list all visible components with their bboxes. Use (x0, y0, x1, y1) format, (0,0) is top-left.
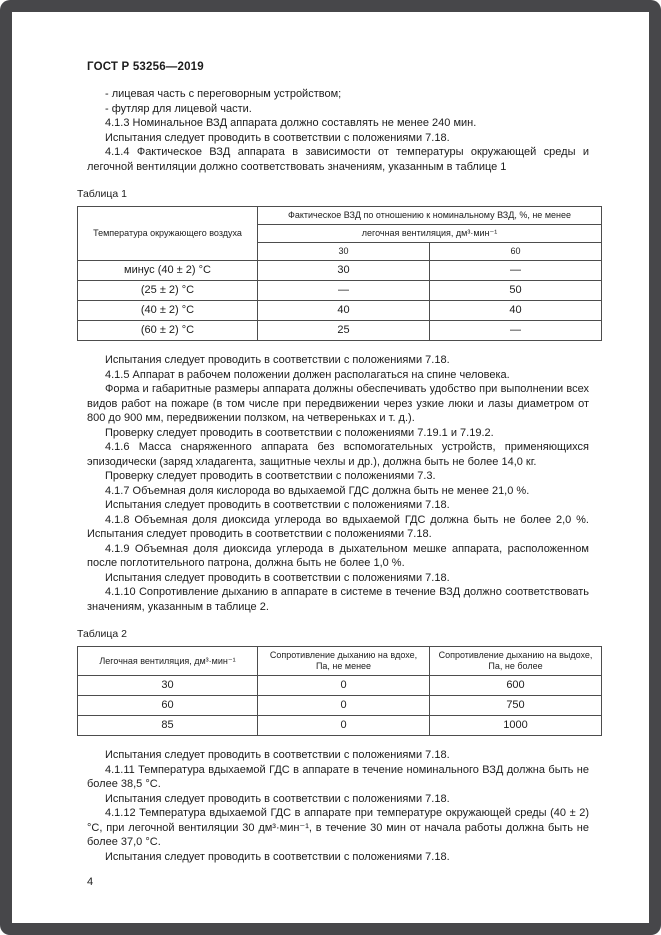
table-cell: 1000 (430, 716, 602, 736)
paragraph: 4.1.10 Сопротивление дыханию в аппарате в системе в течение ВЗД должно соответствовать значениям, указанным в таблице 2. (87, 586, 589, 613)
paragraph: Испытания следует проводить в соответствии с положениями 7.18. (105, 850, 450, 863)
table2-header-vent: Легочная вентиляция, дм³·мин⁻¹ (78, 647, 258, 676)
table-cell: 0 (258, 716, 430, 736)
paragraph: 4.1.7 Объемная доля кислорода во вдыхаемой ГДС должна быть не менее 21,0 %. (105, 484, 530, 497)
table1-caption: Таблица 1 (77, 188, 127, 200)
table1-vent-60: 60 (430, 243, 602, 261)
paragraph: 4.1.6 Масса снаряженного аппарата без вспомогательных устройств, применяющихся эпизодически (заряд хладагента, защитные чехлы и др.), должна быть не более 14,0 кг. (87, 441, 589, 468)
table1-header-row (78, 207, 602, 225)
paragraph: Испытания следует проводить в соответствии с положениями 7.18. (105, 792, 450, 805)
table-row (78, 676, 602, 696)
table-cell: (60 ± 2) °С (78, 321, 258, 341)
table-cell: 600 (430, 676, 602, 696)
paragraph: Испытания следует проводить в соответствии с положениями 7.18. (105, 131, 450, 144)
document-page (12, 12, 649, 923)
table-cell: — (258, 281, 430, 301)
table-row (78, 281, 602, 301)
table-cell: 60 (78, 696, 258, 716)
table-cell: 750 (430, 696, 602, 716)
page-number: 4 (87, 876, 94, 888)
paragraph: 4.1.11 Температура вдыхаемой ГДС в аппарате в течение номинального ВЗД должна быть не более 38,5 °С. (87, 763, 589, 790)
list-item: - футляр для лицевой части. (105, 102, 252, 115)
table-row (78, 321, 602, 341)
paragraph: Проверку следует проводить в соответствии с положениями 7.19.1 и 7.19.2. (105, 426, 494, 439)
table-cell: 50 (430, 281, 602, 301)
table-row (78, 261, 602, 281)
table1-vent-30: 30 (258, 243, 430, 261)
table2-caption: Таблица 2 (77, 628, 127, 640)
table2-header-row (78, 647, 602, 676)
table-row (78, 301, 602, 321)
paragraph: 4.1.5 Аппарат в рабочем положении должен располагаться на спине человека. (105, 368, 510, 381)
table-cell: — (430, 321, 602, 341)
table2-header-exhale: Сопротивление дыханию на выдохе, Па, не более (430, 647, 602, 676)
paragraph: Испытания следует проводить в соответствии с положениями 7.18. (105, 354, 450, 366)
paragraph: Испытания следует проводить в соответствии с положениями 7.18. (105, 571, 450, 584)
paragraph: 4.1.8 Объемная доля диоксида углерода во вдыхаемой ГДС должна быть не более 2,0 %. Испытания следует проводить в соответствии с положениями 7.18. (87, 513, 589, 540)
paragraph: 4.1.3 Номинальное ВЗД аппарата должно составлять не менее 240 мин. (105, 117, 477, 129)
table-row (78, 716, 602, 736)
doc-standard-title: ГОСТ Р 53256—2019 (87, 61, 204, 73)
paragraph: 4.1.9 Объемная доля диоксида углерода в дыхательном мешке аппарата, расположенном после поглотительного патрона, должна быть не более 1,0 %. (87, 542, 589, 569)
list-item: - лицевая часть с переговорным устройством; (105, 88, 342, 100)
table1-header-vent: легочная вентиляция, дм³·мин⁻¹ (258, 225, 602, 243)
paragraph: Форма и габаритные размеры аппарата должны обеспечивать удобство при выполнении всех видов работ на пожаре (в том числе при передвижении через узкие люки и лазы диаметром от 800 до 900 мм, передвижении ползком, на четвереньках и т. д.). (87, 383, 589, 424)
table-cell: 85 (78, 716, 258, 736)
table-cell: минус (40 ± 2) °С (78, 261, 258, 281)
table-cell: 40 (258, 301, 430, 321)
table-cell: 30 (78, 676, 258, 696)
table2-header-inhale: Сопротивление дыханию на вдохе, Па, не менее (258, 647, 430, 676)
paragraph: Испытания следует проводить в соответствии с положениями 7.18. (105, 499, 450, 511)
table-cell: 0 (258, 696, 430, 716)
table-cell: 0 (258, 676, 430, 696)
paragraph: 4.1.4 Фактическое ВЗД аппарата в зависимости от температуры окружающей среды и легочной вентиляции должно соответствовать значениям, указанным в таблице 1 (87, 146, 589, 173)
table-2 (77, 646, 602, 736)
paragraph: Проверку следует проводить в соответствии с положениями 7.3. (105, 470, 436, 482)
table-cell: 30 (258, 261, 430, 281)
table-cell: 25 (258, 321, 430, 341)
table-1 (77, 206, 602, 341)
paragraph: 4.1.12 Температура вдыхаемой ГДС в аппарате при температуре окружающей среды (40 ± 2) °С, при легочной вентиляции 30 дм³·мин⁻¹, в течение 30 мин от начала работы должна быть не более 37,0 °С. (87, 807, 589, 848)
paragraph: Испытания следует проводить в соответствии с положениями 7.18. (105, 749, 450, 761)
table1-header-vzd: Фактическое ВЗД по отношению к номинальному ВЗД, %, не менее (258, 207, 602, 225)
table-cell: 40 (430, 301, 602, 321)
table-cell: (40 ± 2) °С (78, 301, 258, 321)
table-cell: — (430, 261, 602, 281)
table-cell: (25 ± 2) °С (78, 281, 258, 301)
table-row (78, 696, 602, 716)
table1-header-air-temp: Температура окружающего воздуха (78, 207, 258, 261)
